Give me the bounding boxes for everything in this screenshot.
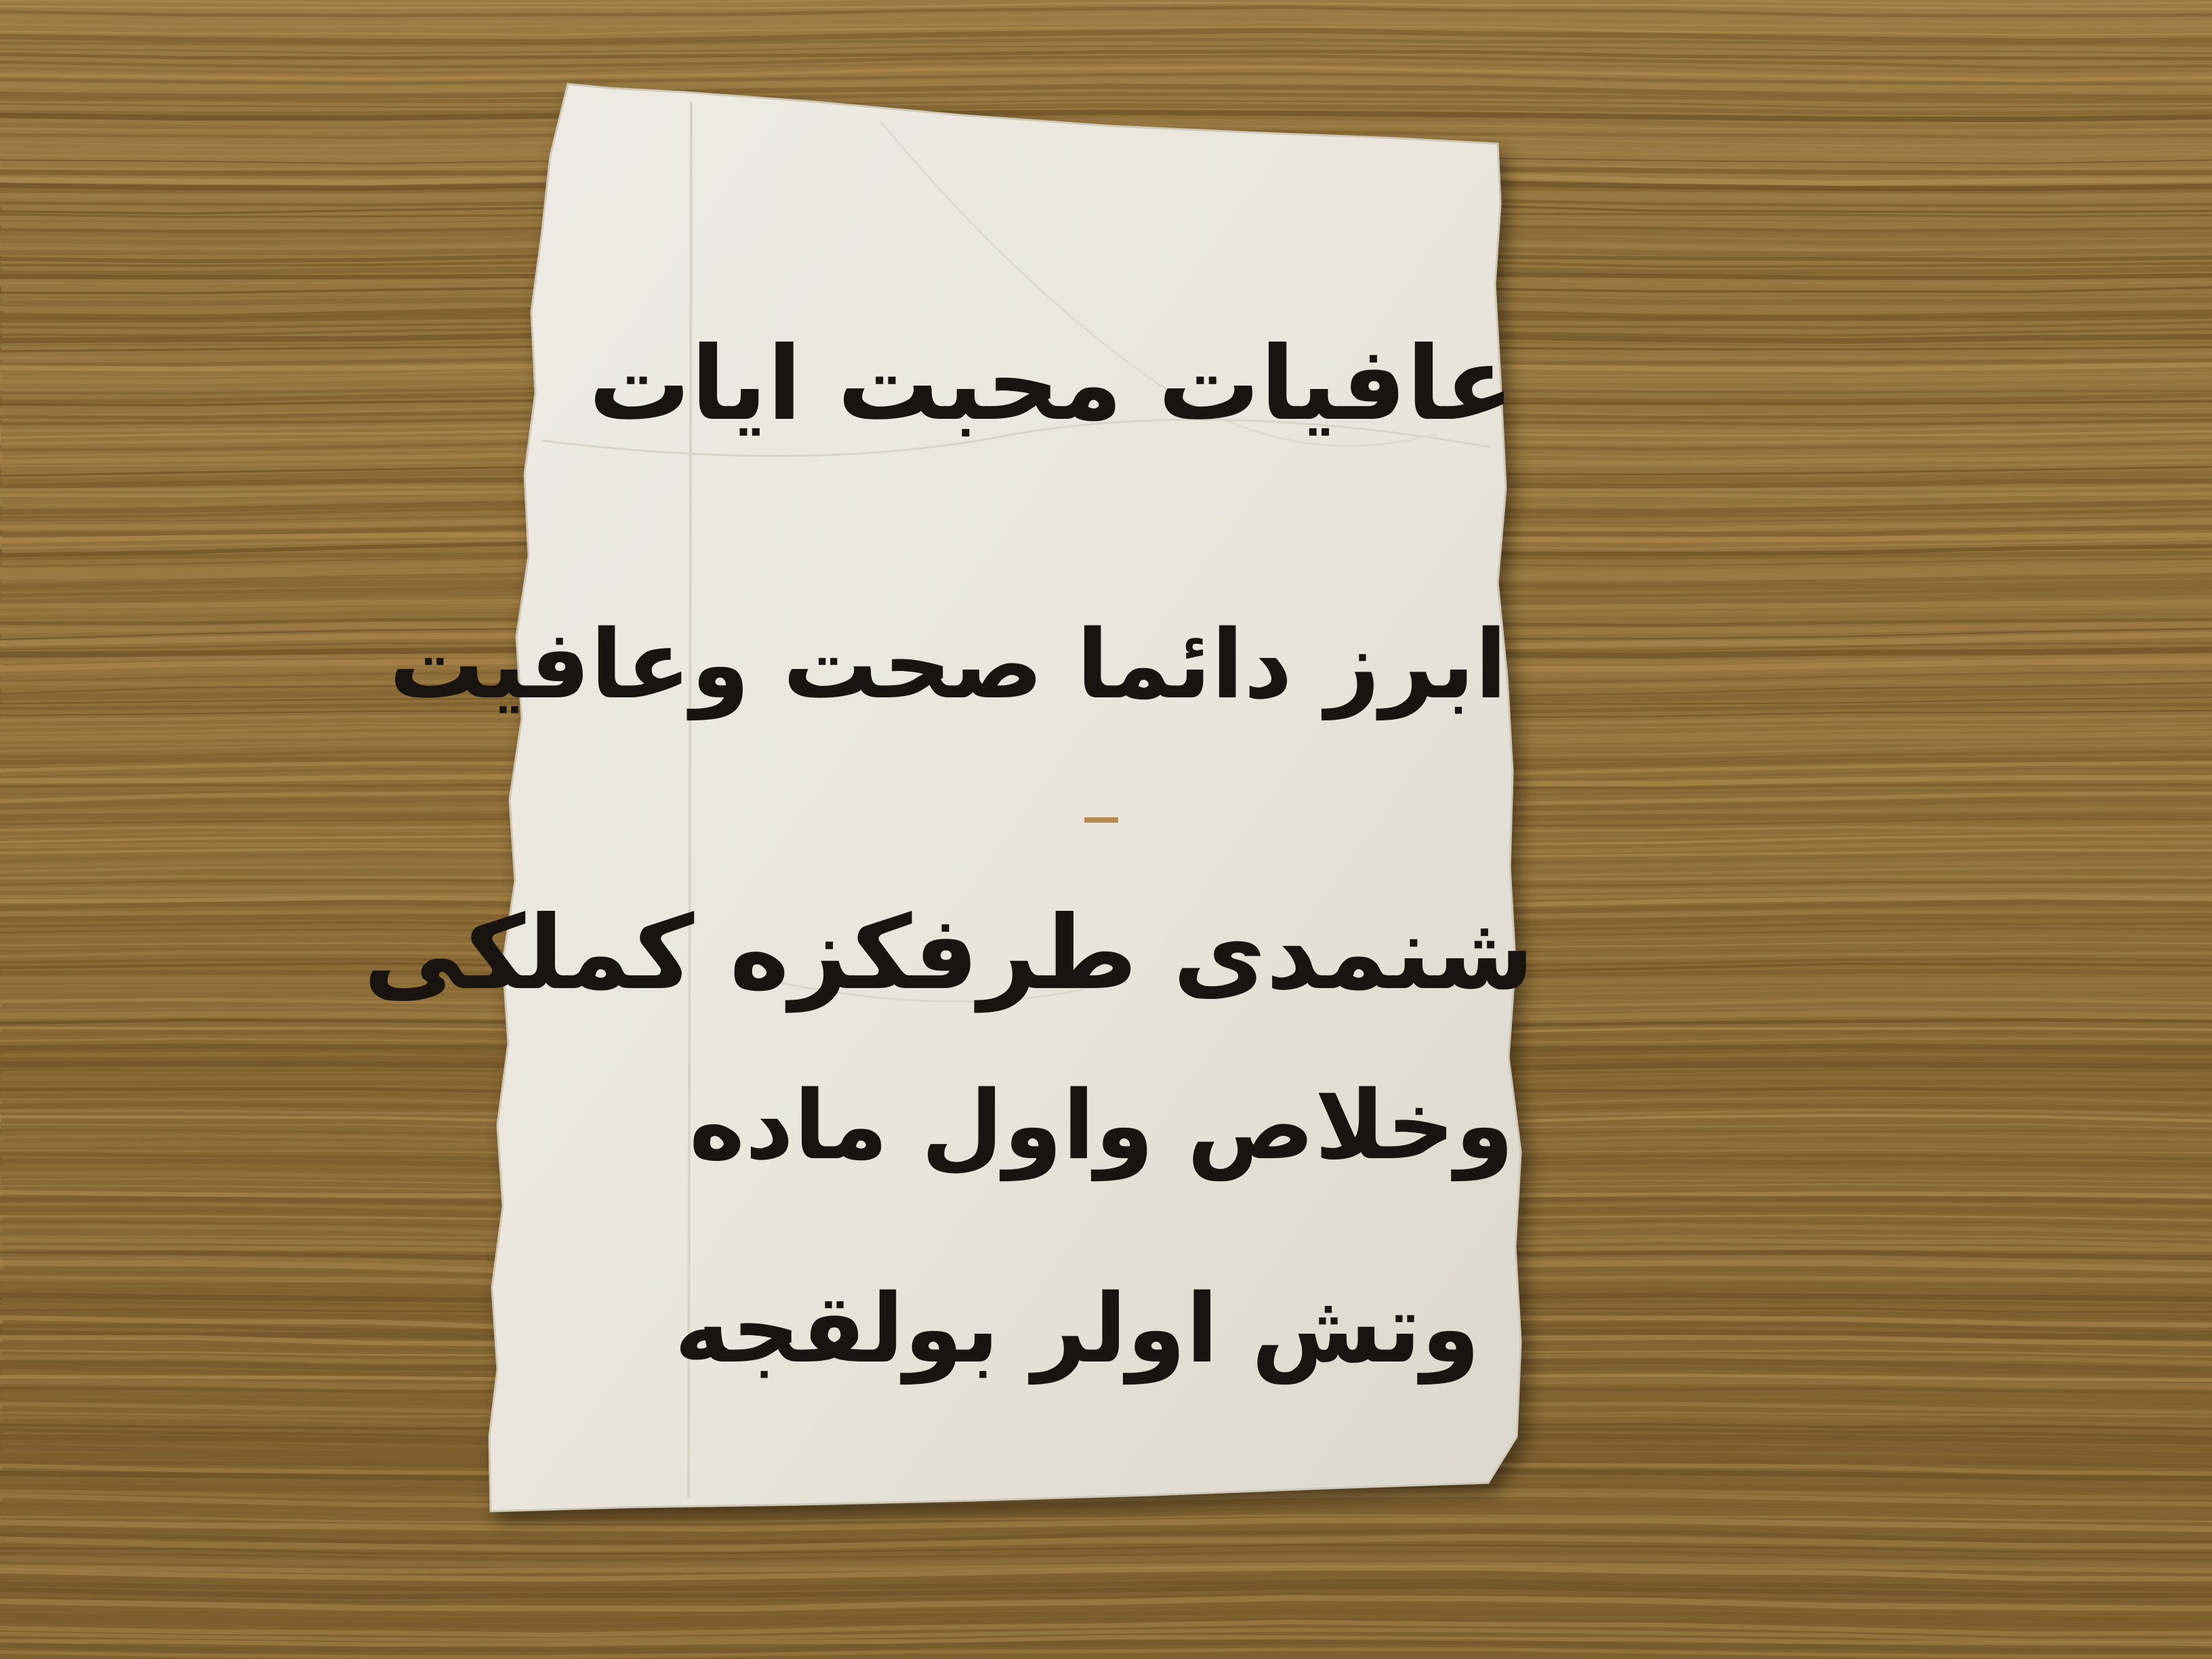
manuscript-line-4: وخلاص واول ماده [689, 1071, 1514, 1181]
manuscript-line-2: ابرز دائما صحت وعافيت [389, 610, 1507, 720]
manuscript-line-1: عافيات محبت ايات [588, 325, 1514, 443]
manuscript-line-5: وتش اولر بولقجه [674, 1274, 1480, 1385]
manuscript-line-3: شنمدى طرفكزه كملكى [363, 895, 1534, 1012]
